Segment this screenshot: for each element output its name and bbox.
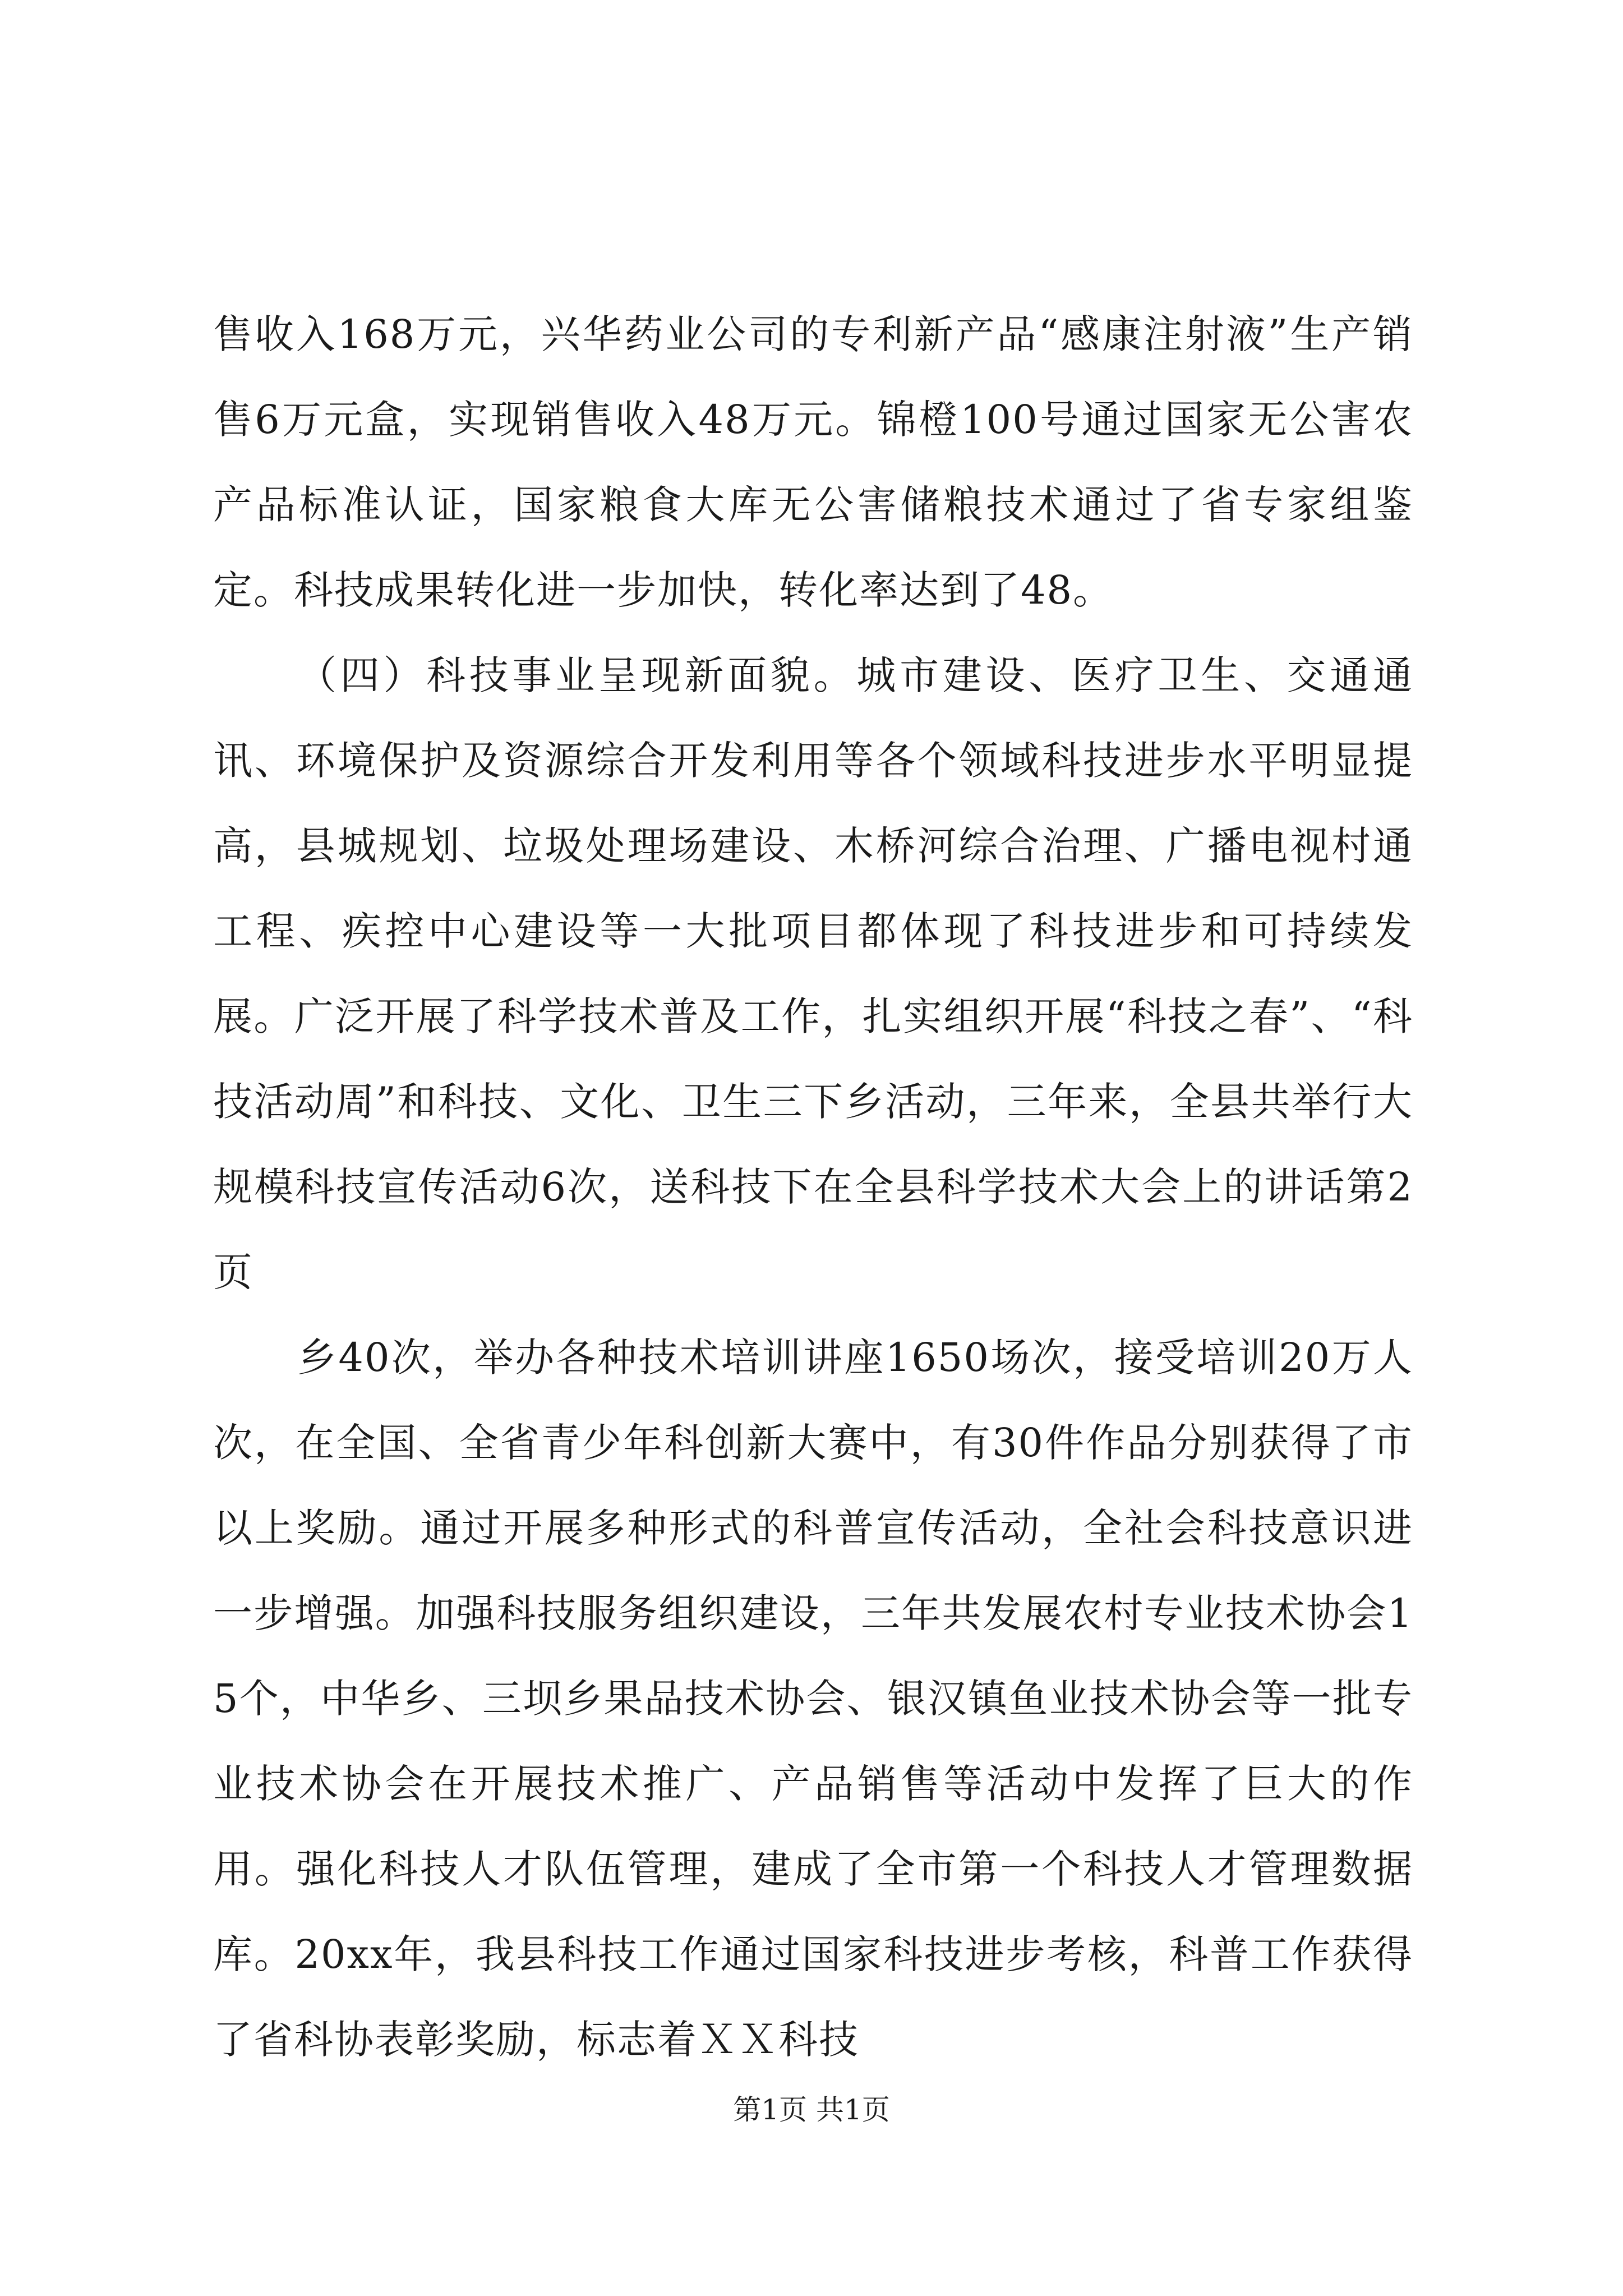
paragraph-1: 售收入168万元，兴华药业公司的专利新产品“感康注射液”生产销售6万元盒，实现销售收入48万元。锦橙100号通过国家无公害农产品标准认证，国家粮食大库无公害储粮技术通过了省专家组鉴定。科技成果转化进一步加快，转化率达到了48。 (213, 311, 1413, 613)
paragraph-2: （四）科技事业呈现新面貌。城市建设、医疗卫生、交通通讯、环境保护及资源综合开发利用等各个领域科技进步水平明显提高，县城规划、垃圾处理场建设、木桥河综合治理、广播电视村通工程、疾控中心建设等一大批项目都体现了科技进步和可持续发展。广泛开展了科学技术普及工作，扎实组织开展“科技之春”、“科技活动周”和科技、文化、卫生三下乡活动，三年来，全县共举行大规模科技宣传活动6次，送科技下在全县科学技术大会上的讲话第2页 (213, 652, 1413, 1295)
document-body (213, 292, 1413, 2082)
page-footer: 第1页 共1页 (733, 2093, 890, 2126)
paragraph-3: 乡40次，举办各种技术培训讲座1650场次，接受培训20万人次，在全国、全省青少年科创新大赛中，有30件作品分别获得了市以上奖励。通过开展多种形式的科普宣传活动，全社会科技意识进一步增强。加强科技服务组织建设，三年共发展农村专业技术协会15个，中华乡、三坝乡果品技术协会、银汉镇鱼业技术协会等一批专业技术协会在开展技术推广、产品销售等活动中发挥了巨大的作用。强化科技人才队伍管理，建成了全市第一个科技人才管理数据库。20xx年，我县科技工作通过国家科技进步考核，科普工作获得了省科协表彰奖励，标志着ＸＸ科技 (213, 1335, 1413, 2063)
